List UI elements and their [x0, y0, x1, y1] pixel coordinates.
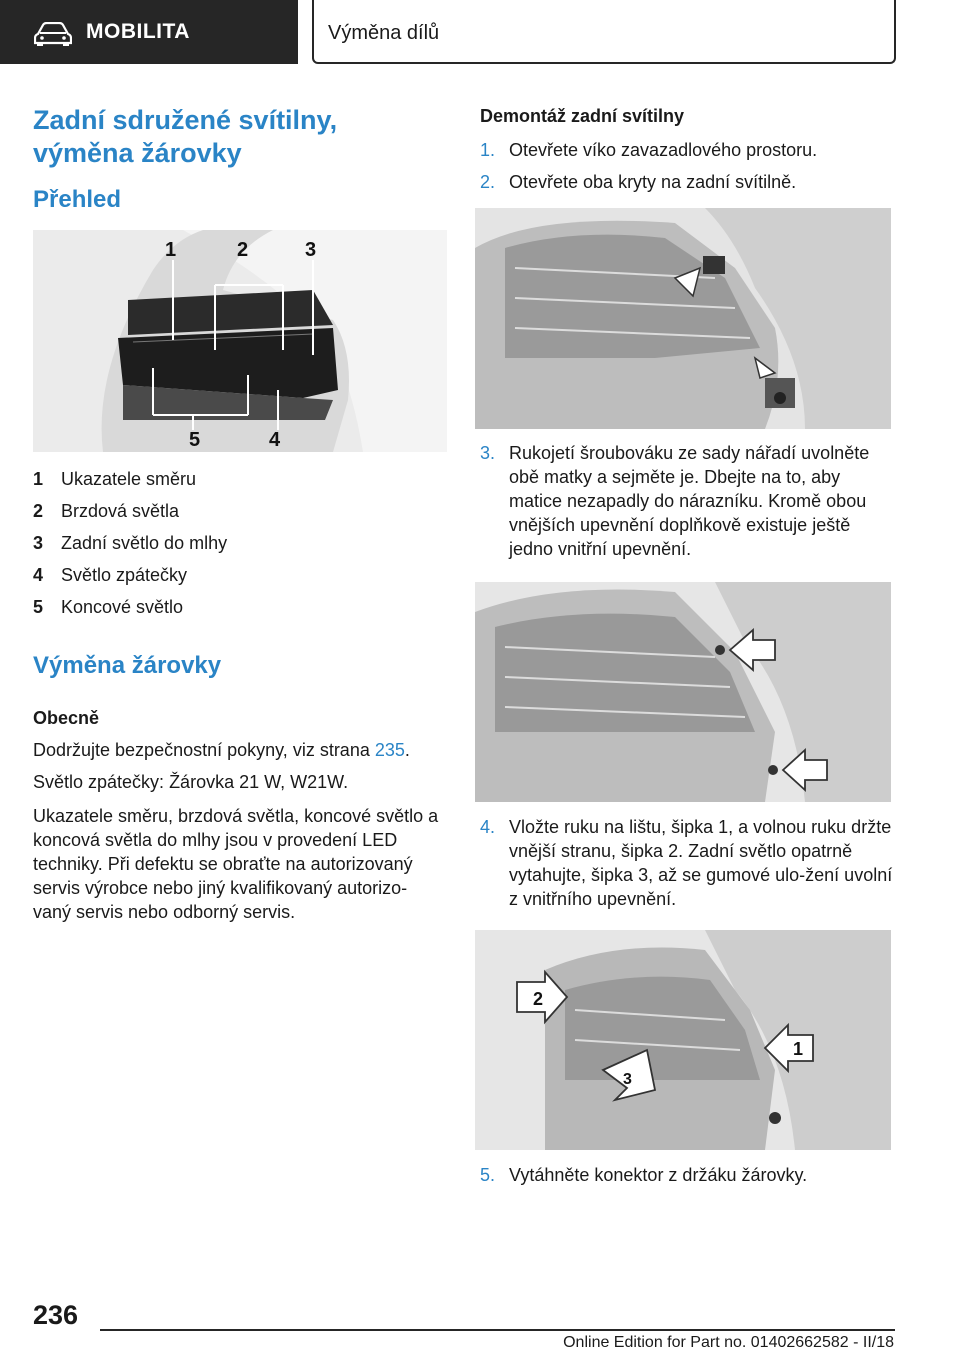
legend-label: Brzdová světla: [61, 500, 180, 521]
legend-number: 4: [33, 564, 44, 585]
step-text: Vložte ruku na lištu, šipka 1, a volnou ruku držte vnější stranu, šipka 2. Zadní světlo opatrně vytahujte, šipka 3, až se gumové ulo-žení uvolní z vnitřního upevnění.: [509, 817, 893, 909]
car-icon: [34, 22, 72, 46]
footer-divider: [100, 1329, 895, 1331]
step-text: Otevřete oba kryty na zadní svítilně.: [509, 172, 797, 192]
figure-legend: [33, 463, 443, 623]
general-heading: Obecně: [33, 708, 100, 728]
legend-item: [33, 559, 443, 591]
callout-3: 3: [305, 239, 317, 261]
step-number: 4.: [480, 817, 496, 837]
section-title: MOBILITA: [86, 20, 190, 43]
legend-number: 3: [33, 532, 44, 553]
step-4: [480, 815, 895, 911]
legend-number: 1: [33, 468, 44, 489]
arrow-callout-2: 2: [533, 989, 544, 1009]
step-2: [480, 170, 895, 194]
legend-item: [33, 527, 443, 559]
step-5: [480, 1163, 895, 1187]
legend-label: Koncové světlo: [61, 596, 184, 617]
step-number: 5.: [480, 1165, 496, 1185]
header-section-tab[interactable]: [0, 0, 298, 64]
step-3: [480, 441, 895, 561]
callout-2: 2: [237, 239, 249, 261]
legend-number: 2: [33, 500, 44, 521]
callout-4: 4: [269, 429, 281, 451]
pull-out-figure: [475, 930, 891, 1150]
page-link-235[interactable]: 235: [374, 740, 405, 760]
led-paragraph: Ukazatele směru, brzdová světla, koncové světlo a koncová světla do mlhy jsou v provedení LED techniky. Při defektu se obraťte na autorizovaný servis výrobce nebo jiný kvalifikovaný autorizo-vaný servis nebo odborný servis.: [33, 806, 439, 922]
safety-text-end: .: [404, 740, 410, 760]
arrow-callout-1: 1: [793, 1039, 804, 1059]
legend-label: Ukazatele směru: [61, 468, 197, 489]
callout-5: 5: [189, 429, 201, 451]
legend-label: Světlo zpátečky: [61, 564, 188, 585]
step-number: 1.: [480, 140, 496, 160]
safety-paragraph: [33, 738, 443, 762]
bulb-replacement-heading: Výměna žárovky: [33, 652, 222, 679]
step-text: Rukojetí šroubováku ze sady nářadí uvolněte obě matky a sejměte je. Dbejte na to, aby matice nezapadly do nárazníku. Kromě obou vnějších upevnění doplňkově existuje ještě jedno vnitřní upevnění.: [509, 443, 870, 559]
legend-item: [33, 591, 443, 623]
nuts-figure: [475, 582, 891, 802]
reverse-light-paragraph: Světlo zpátečky: Žárovka 21 W, W21W.: [33, 772, 349, 792]
taillight-overview-figure: [33, 230, 447, 452]
safety-text: Dodržujte bezpečnostní pokyny, viz strana: [33, 740, 375, 760]
callout-1: 1: [165, 239, 177, 261]
legend-item: [33, 463, 443, 495]
step-text: Vytáhněte konektor z držáku žárovky.: [509, 1165, 808, 1185]
overview-heading: Přehled: [33, 186, 122, 213]
legend-label: Zadní světlo do mlhy: [61, 532, 228, 553]
step-1: [480, 138, 895, 162]
arrow-callout-3: 3: [623, 1071, 632, 1088]
step-text: Otevřete víko zavazadlového prostoru.: [509, 140, 818, 160]
step-number: 2.: [480, 172, 496, 192]
legend-number: 5: [33, 596, 44, 617]
removal-heading: Demontáž zadní svítilny: [480, 106, 685, 126]
chapter-title: Výměna dílů: [328, 22, 440, 44]
step-number: 3.: [480, 443, 496, 463]
chapter-header: [312, 0, 896, 64]
page-title: Zadní sdružené svítilny, výměna žárovky: [33, 105, 338, 168]
legend-item: [33, 495, 443, 527]
page-number: 236: [33, 1300, 79, 1330]
open-covers-figure: [475, 208, 891, 429]
edition-note: Online Edition for Part no. 01402662582 - II/18: [563, 1334, 894, 1351]
